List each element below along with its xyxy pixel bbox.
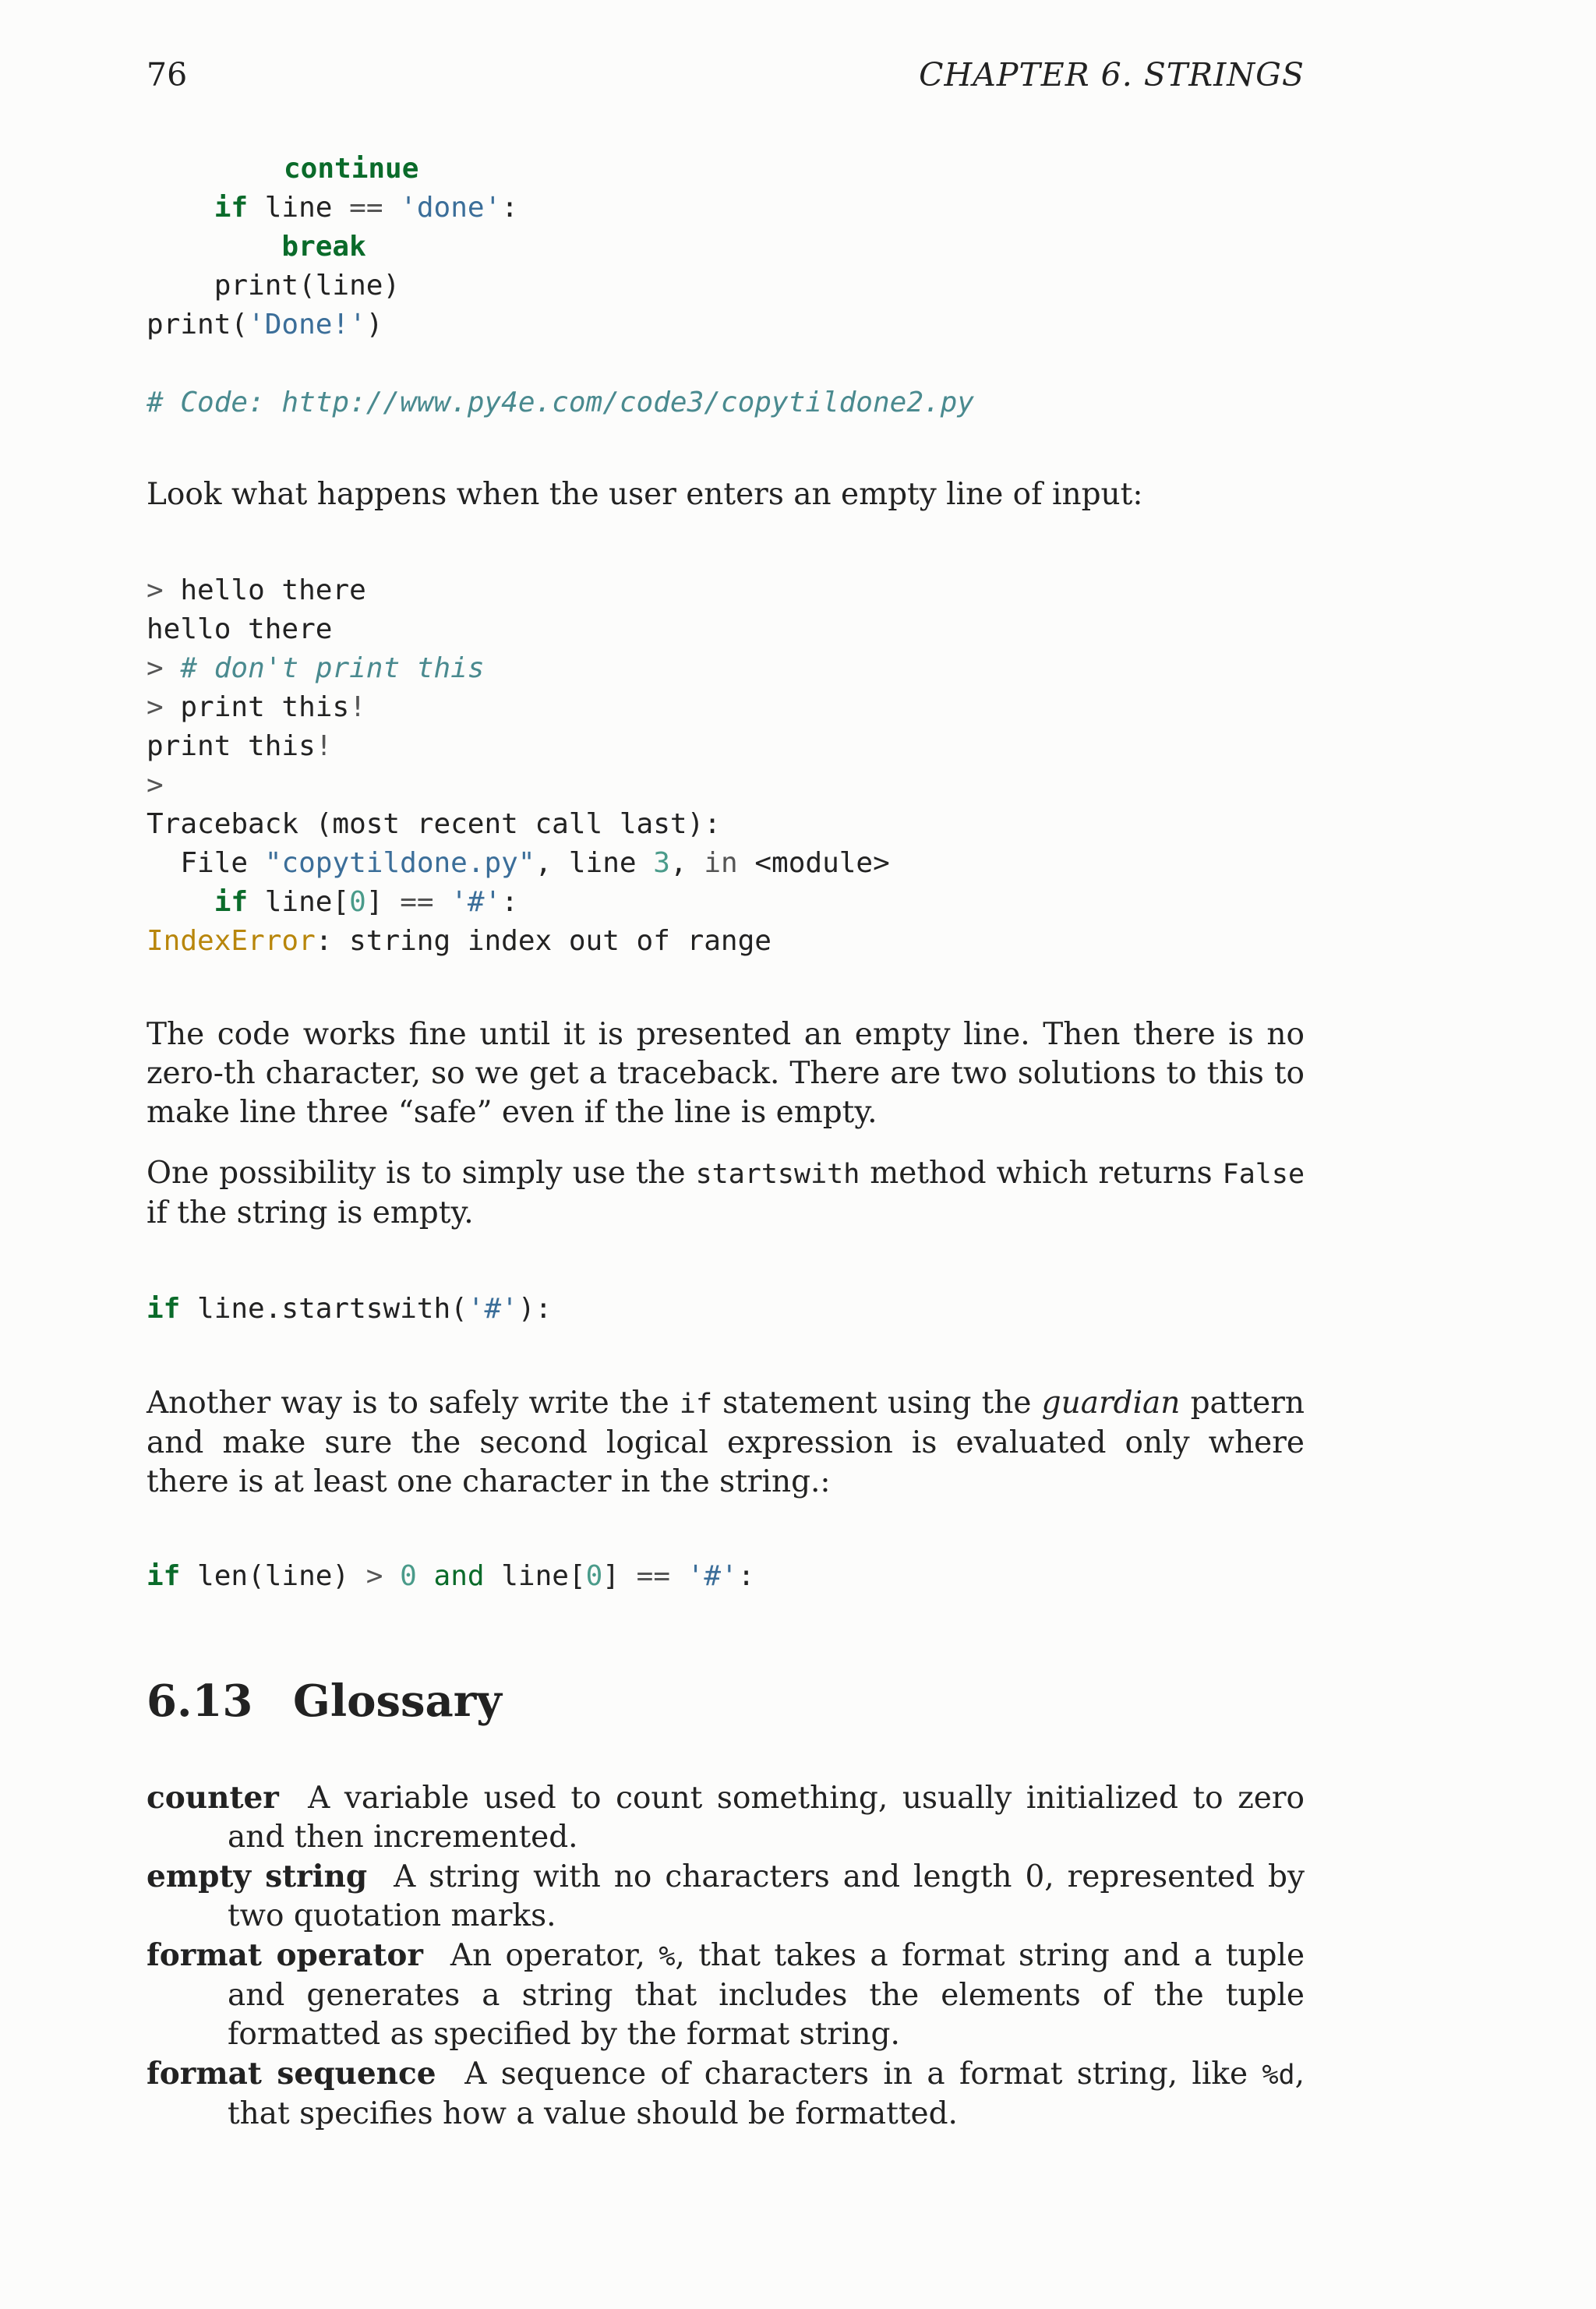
paragraph-guardian (147, 1384, 1305, 1502)
code-string: '#' (467, 1293, 518, 1325)
code-token: ] (365, 886, 383, 918)
glossary-term: format operator (147, 1937, 423, 1973)
code-operator: == (349, 192, 383, 224)
section-title: Glossary (293, 1675, 502, 1727)
error-message: : string index out of range (315, 925, 772, 957)
code-operator: == (400, 886, 434, 918)
glossary-definition: , that takes a format string and a tuple and generates a string that includes the elements of the tuple formatted as specified by the format string. (228, 1938, 1305, 2052)
error-type: IndexError (147, 925, 316, 957)
keyword-break: break (281, 231, 366, 263)
code-string: 'Done!' (248, 309, 366, 341)
inline-code: startswith (695, 1159, 860, 1190)
inline-code: if (679, 1389, 713, 1420)
code-token: line[ (484, 1560, 586, 1592)
glossary-term: counter (147, 1780, 279, 1816)
glossary-definition: A variable used to count something, usually initialized to zero and then incremented. (228, 1781, 1305, 1855)
code-token: : (737, 1560, 755, 1592)
inline-code: % (659, 1941, 676, 1972)
code-token: hello there (180, 574, 366, 606)
keyword-if: if (147, 1560, 181, 1592)
code-token: line.startswith( (180, 1293, 468, 1325)
code-operator: ! (349, 691, 366, 723)
code-token: <module> (754, 847, 890, 879)
paragraph-traceback-explanation: The code works fine until it is presented an empty line. Then there is no zero-th character, so we get a traceback. There are two solutions to this to make line three “safe” even if the line is empty. (147, 1017, 1305, 1130)
running-head (147, 56, 1305, 100)
text-run: pattern and make sure the second logical expression is evaluated only where there is at least one character in the string.: (147, 1386, 1305, 1499)
paragraph-empty-line-intro: Look what happens when the user enters an empty line of input: (147, 477, 1143, 512)
code-block-guardian (147, 1557, 754, 1596)
glossary-definition: A sequence of characters in a format string, like (464, 2057, 1262, 2092)
code-token: : (501, 886, 518, 918)
emphasis: guardian (1041, 1386, 1181, 1421)
code-string: 'done' (400, 192, 502, 224)
code-operator: == (636, 1560, 671, 1592)
prompt-symbol: > (147, 574, 164, 606)
glossary-entry (147, 1936, 1305, 2054)
prompt-symbol: > (147, 769, 164, 801)
code-token: line[ (264, 886, 350, 918)
keyword-if: if (147, 1293, 181, 1325)
text-run: statement using the (712, 1386, 1042, 1421)
inline-code: False (1222, 1159, 1305, 1190)
code-operator: > (365, 1560, 383, 1592)
code-token: hello there (147, 613, 333, 645)
text-run: One possibility is to simply use the (147, 1156, 696, 1191)
code-number: 0 (349, 886, 366, 918)
code-string: "copytildone.py" (264, 847, 535, 879)
glossary-definition: A string with no characters and length 0, represented by two quotation marks. (228, 1859, 1305, 1933)
paragraph-startswith (147, 1154, 1305, 1233)
code-token: , (669, 847, 687, 879)
glossary-term: format sequence (147, 2056, 436, 2092)
prompt-symbol: > (147, 652, 164, 684)
code-block-copytildone (147, 150, 974, 422)
code-token: : (501, 192, 518, 224)
inline-code: %d (1262, 2060, 1295, 2091)
text-run: Another way is to safely write the (147, 1386, 680, 1421)
code-token: , line (535, 847, 637, 879)
glossary-definition: An operator, (450, 1938, 659, 1973)
code-comment-url: # Code: http://www.py4e.com/code3/copytildone2.py (147, 387, 975, 418)
code-token: File (180, 847, 249, 879)
code-keyword: and (433, 1560, 485, 1592)
code-token: len(line) (180, 1560, 366, 1592)
keyword-continue: continue (284, 153, 419, 185)
code-number: 0 (585, 1560, 603, 1592)
code-token: print( (147, 309, 249, 341)
code-token: print(line) (214, 270, 401, 302)
code-token: line (264, 192, 333, 224)
code-string: '#' (687, 1560, 738, 1592)
code-token: ) (365, 309, 383, 341)
code-comment: # don't print this (180, 652, 485, 684)
code-block-startswith (147, 1290, 552, 1329)
glossary-entry (147, 1857, 1305, 1936)
traceback-header: Traceback (most recent call last): (147, 808, 721, 840)
keyword-if: if (214, 192, 249, 224)
keyword-if: if (214, 886, 249, 918)
chapter-title: CHAPTER 6. STRINGS (919, 56, 1305, 94)
text-run: if the string is empty. (147, 1195, 474, 1230)
glossary-entry (147, 2054, 1305, 2134)
glossary-term: empty string (147, 1859, 368, 1894)
page-number: 76 (147, 56, 188, 94)
code-string: '#' (450, 886, 502, 918)
code-token: ): (517, 1293, 553, 1325)
section-heading-glossary (147, 1675, 502, 1727)
text-run: method which returns (860, 1156, 1223, 1191)
code-number: 3 (653, 847, 670, 879)
code-operator: ! (315, 730, 333, 762)
code-token: print this (147, 730, 316, 762)
code-token: print this (180, 691, 350, 723)
glossary-definition: , that specifies how a value should be formatted. (228, 2057, 1305, 2131)
glossary-entry (147, 1778, 1305, 1857)
prompt-symbol: > (147, 691, 164, 723)
code-token: ] (602, 1560, 637, 1592)
code-keyword: in (704, 847, 738, 879)
code-number: 0 (400, 1560, 417, 1592)
code-block-session-output (147, 571, 890, 961)
glossary-list (147, 1778, 1305, 2134)
section-number: 6.13 (147, 1675, 253, 1727)
